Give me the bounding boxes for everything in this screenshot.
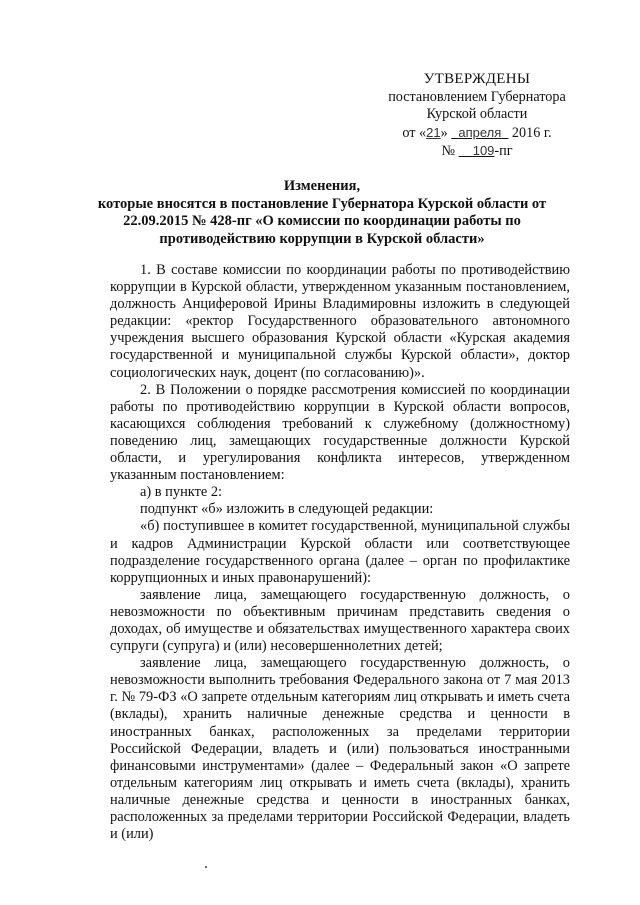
- approval-line-1: постановлением Губернатора: [388, 88, 566, 105]
- approval-number-field: [459, 143, 495, 159]
- paragraph-7: заявление лица, замещающего государственную должность, о невозможности выполнить требования Федерального закона от 7 мая 2013 г. № 79-ФЗ «О запрете отдельным категориям лиц открывать и иметь счета (вклады), хранить наличные денежные средства и ценности в иностранных банках, расположенных за пределами территории Российской Федерации, владеть и (или) пользоваться иностранными финансовыми инструментами» (далее – Федеральный закон «О запрете отдельным категориям лиц открывать и иметь счета (вклады), хранить наличные денежные средства и ценности в иностранных банках, расположенных за пределами территории Российской Федерации, владеть и (или): [110, 655, 570, 843]
- paragraph-2: 2. В Положении о порядке рассмотрения комиссией по координации работы по противодействию коррупции в Курской области вопросов, касающихся соблюдения требований к служебному (должностному) поведению лиц, замещающих государственные должности Курской области, и урегулирования конфликта интересов, утвержденном указанным постановлением:: [110, 381, 570, 484]
- approval-date-month-value: апреля: [458, 124, 502, 140]
- approval-number: [372, 142, 582, 161]
- approval-title: УТВЕРЖДЕНЫ: [423, 71, 531, 87]
- approval-date-prefix: от «: [402, 124, 427, 141]
- document-title-line-2: которые вносятся в постановление Губернатора Курской области от: [97, 195, 547, 212]
- approval-date-day: 21: [426, 124, 441, 140]
- approval-number-value: 109: [472, 143, 495, 158]
- approval-date-year: 2016 г.: [511, 124, 552, 141]
- approval-date: [372, 124, 582, 143]
- approval-date-mid: »: [440, 124, 448, 141]
- paragraph-1: 1. В составе комиссии по координации работы по противодействию коррупции в Курской области, утвержденном указанным постановлением, должность Анциферовой Ирины Владимировны изложить в следующей редакции: «ректор Государственного образовательного автономного учреждения высшего образования Курской области «Курская академия государственной и муниципальной службы Курской области», доктор социологических наук, доцент (по согласованию)».: [110, 262, 570, 381]
- paragraph-5: «б) поступившее в комитет государственной, муниципальной службы и кадров Администрации Курской области или соответствующее подразделение государственного органа (далее – орган по профилактике коррупционных и иных правонарушений):: [110, 518, 570, 586]
- scan-speck: [205, 866, 207, 868]
- paragraph-4: подпункт «б» изложить в следующей редакции:: [140, 501, 434, 518]
- approval-line-2: Курской области: [426, 106, 528, 122]
- approval-number-suffix: -пг: [494, 143, 513, 159]
- paragraph-6: заявление лица, замещающего государственную должность, о невозможности по объективным причинам представить сведения о доходах, об имуществе и обязательствах имущественного характера своих супруги (супруга) и (или) несовершеннолетних детей;: [110, 586, 570, 655]
- approval-date-month: [451, 125, 508, 141]
- document-title: [86, 178, 558, 248]
- document-body: [110, 262, 570, 843]
- approval-number-prefix: №: [441, 143, 455, 159]
- document-title-line-3: 22.09.2015 № 428-пг «О комиссии по координации работы по: [123, 213, 521, 229]
- document-title-line-1: Изменения,: [283, 178, 361, 194]
- approval-stamp: [372, 71, 582, 161]
- document-title-line-4: противодействию коррупции в Курской области»: [159, 230, 485, 247]
- paragraph-3: а) в пункте 2:: [140, 484, 223, 501]
